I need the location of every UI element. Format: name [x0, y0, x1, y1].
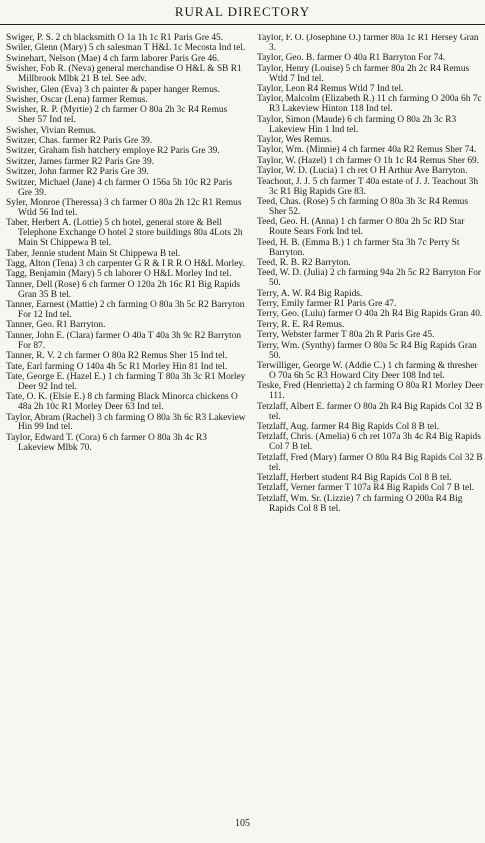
directory-entry: Swisher, Vivian Remus. — [6, 125, 97, 136]
directory-entry: Tate, Earl farming O 140a 4h 5c R1 Morley Hin 81 Ind tel. — [6, 361, 228, 372]
directory-entry: Switzer, James farmer R2 Paris Gre 39. — [6, 156, 155, 167]
directory-entry: Taylor, Henry (Louise) 5 ch farmer 80a 2h 2c R4 Remus Wtld 7 Ind tel. — [257, 63, 470, 84]
directory-entry: Tetzlaff, Fred (Mary) farmer O 80a R4 Big Rapids Col 32 B tel. — [257, 452, 483, 473]
directory-entry: Taylor, W. D. (Lucia) 1 ch ret O H Arthur Ave Barryton. — [257, 166, 468, 177]
directory-entry: Terry, Emily farmer R1 Paris Gre 47. — [257, 299, 397, 310]
directory-entry: Tetzlaff, Chris. (Amelia) 6 ch ret 107a 3h 4c R4 Big Rapids Col 7 B tel. — [257, 432, 481, 453]
directory-entry: Switzer, John farmer R2 Paris Gre 39. — [6, 167, 149, 178]
directory-entry: Taylor, F. O. (Josephine O.) farmer 80a 1c R1 Hersey Gran 3. — [257, 34, 479, 53]
directory-entry: Teachout, J. J. 5 ch farmer T 40a estate of J. J. Teachout 3h 3c R1 Big Rapids Gre 83. — [257, 176, 479, 197]
directory-entry: Tanner, Dell (Rose) 6 ch farmer O 120a 2h 16c R1 Big Rapids Gran 35 B tel. — [6, 279, 241, 300]
directory-entry: Tetzlaff, Aug. farmer R4 Big Rapids Col 8 B tel. — [257, 421, 439, 432]
directory-entry: Taylor, W. (Hazel) 1 ch farmer O 1h 1c R4 Remus Sher 69. — [257, 155, 480, 166]
directory-entry: Switzer, Michael (Jane) 4 ch farmer O 156a 5h 10c R2 Paris Gre 39. — [6, 177, 233, 198]
directory-entry: Switzer, Graham fish hatchery employe R2 Paris Gre 39. — [6, 146, 220, 157]
directory-entry: Tanner, Geo. R1 Barryton. — [6, 320, 106, 331]
directory-entry: Tetzlaff, Verner farmer T 107a R4 Big Rapids Col 7 B tel. — [257, 483, 475, 494]
directory-entry: Tate, George E. (Hazel E.) 1 ch farming T 80a 3h 3c R1 Morley Deer 92 Ind tel. — [6, 371, 246, 392]
directory-entry: Swisher, Oscar (Lena) farmer Remus. — [6, 94, 148, 105]
directory-entry: Tanner, R. V. 2 ch farmer O 80a R2 Remus Sher 15 Ind tel. — [6, 351, 228, 362]
page-header: RURAL DIRECTORY — [0, 0, 485, 25]
directory-entry: Teed, W. D. (Julia) 2 ch farming 94a 2h 5c R2 Barryton For 50. — [257, 268, 482, 289]
directory-entry: Tate, O. K. (Elsie E.) 8 ch farming Black Minorca chickens O 48a 2h 10c R1 Morley Deer 63 Ind tel. — [6, 392, 238, 413]
directory-entry: Taylor, Malcolm (Elizabeth R.) 11 ch farming O 200a 6h 7c R3 Lakeview Hinton 118 Ind tel. — [257, 94, 482, 115]
directory-entry: Terry, A. W. R4 Big Rapids. — [257, 288, 363, 299]
right-column — [257, 34, 485, 515]
directory-entry: Teske, Fred (Henrietta) 2 ch farming O 80a R1 Morley Deer 111. — [257, 381, 484, 402]
directory-entry: Swinehart, Nelson (Mae) 4 ch farm laborer Paris Gre 46. — [6, 53, 220, 64]
directory-entry: Terry, Webster farmer T 80a 2h R Paris Gre 45. — [257, 330, 435, 341]
directory-entry: Tetzlaff, Herbert student R4 Big Rapids Col 8 B tel. — [257, 472, 452, 483]
directory-entry: Tagg, Benjamin (Mary) 5 ch laborer O H&L Morley Ind tel. — [6, 269, 232, 280]
directory-entry: Tagg, Alton (Tena) 3 ch carpenter G R & I R R O H&L Morley. — [6, 258, 245, 269]
directory-entry: Swiger, P. S. 2 ch blacksmith O 1a 1h 1c R1 Paris Gre 45. — [6, 33, 224, 43]
directory-entry: Syler, Monroe (Theressa) 3 ch farmer O 80a 2h 12c R1 Remus Wtld 56 Ind tel. — [6, 198, 242, 218]
directory-entry: Switzer, Chas. farmer R2 Paris Gre 39. — [6, 136, 153, 147]
directory-entry: Taylor, Simon (Maude) 6 ch farming O 80a 2h 3c R3 Lakeview Hin 1 Ind tel. — [257, 114, 457, 135]
directory-entry: Tetzlaff, Wm. Sr. (Lizzie) 7 ch farming O 200a R4 Big Rapids Col 8 B tel. — [257, 493, 463, 514]
left-column — [6, 34, 246, 454]
directory-entry: Tanner, John E. (Clara) farmer O 40a T 40a 3h 9c R2 Barryton For 87. — [6, 330, 242, 351]
directory-entry: Taber, Jennie student Main St Chippewa B tel. — [6, 248, 181, 259]
directory-entry: Terry, R. E. R4 Remus. — [257, 319, 345, 330]
directory-entry: Taylor, Leon R4 Remus Wtld 7 Ind tel. — [257, 84, 404, 95]
directory-entry: Terry, Geo. (Lulu) farmer O 40a 2h R4 Big Rapids Gran 40. — [257, 309, 483, 320]
directory-entry: Swisher, R. P. (Myrtie) 2 ch farmer O 80a 2h 3c R4 Remus Sher 57 Ind tel. — [6, 105, 228, 126]
directory-entry: Tetzlaff, Albert E. farmer O 80a 2h R4 Big Rapids Col 32 B tel. — [257, 401, 483, 422]
directory-entry: Teed, H. B. (Emma B.) 1 ch farmer Sta 3h 7c Perry St Barryton. — [257, 237, 460, 258]
directory-entry: Taylor, Wm. (Minnie) 4 ch farmer 40a R2 Remus Sher 74. — [257, 145, 477, 156]
directory-entry: Swiler, Glenn (Mary) 5 ch salesman T H&L 1c Mecosta Ind tel. — [6, 43, 246, 54]
directory-entry: Teed, R. B. R2 Barryton. — [257, 257, 351, 268]
directory-entry: Taylor, Geo. B. farmer O 40a R1 Barryton For 74. — [257, 53, 446, 64]
directory-entry: Teed, Chas. (Rose) 5 ch farming O 80a 3h 3c R4 Remus Sher 52. — [257, 197, 469, 217]
directory-entry: Teed, Geo. H. (Anna) 1 ch farmer O 80a 2h 5c RD Star Route Sears Fork Ind tel. — [257, 217, 465, 238]
page-number: 105 — [235, 818, 250, 829]
directory-entry: Taylor, Edward T. (Cora) 6 ch farmer O 80a 3h 4c R3 Lakeview Mlbk 70. — [6, 432, 207, 453]
directory-entry: Swisher, Glen (Eva) 3 ch painter & paper hanger Remus. — [6, 84, 220, 95]
directory-entry: Swisher, Fob R. (Neva) general merchandise O H&L & SB R1 Millbrook Mlbk 21 B tel. See adv. — [6, 64, 242, 85]
directory-entry: Terry, Wm. (Synthy) farmer O 80a 5c R4 Big Rapids Gran 50. — [257, 340, 477, 361]
directory-entry: Terwilliger, George W. (Addie C.) 1 ch farming & thresher O 70a 6h 5c R3 Howard City Deer 108 Ind tel. — [257, 361, 478, 381]
directory-entry: Taylor, Abram (Rachel) 3 ch farming O 80a 3h 6c R3 Lakeview Hin 99 Ind tel. — [6, 412, 246, 433]
directory-entry: Tanner, Earnest (Mattie) 2 ch farming O 80a 3h 5c R2 Barryton For 12 Ind tel. — [6, 300, 245, 320]
directory-entry: Taber, Herbert A. (Lottie) 5 ch hotel, general store & Bell Telephone Exchange O hotel 2 store buildings 80a 4Lots 2h Main St Chippewa B tel. — [6, 218, 243, 249]
directory-entry: Taylor, Wes Remus. — [257, 135, 333, 146]
